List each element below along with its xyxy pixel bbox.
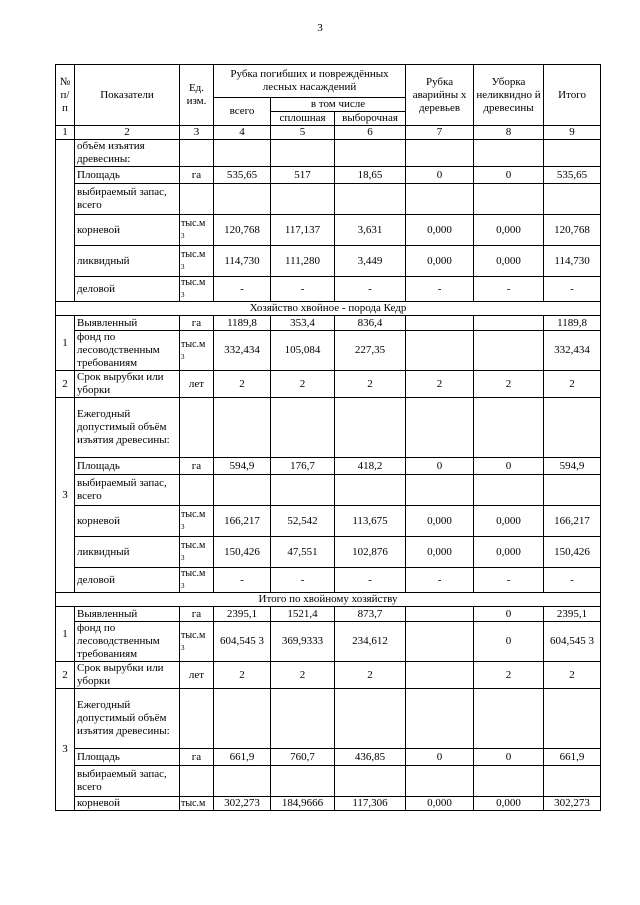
header-including: в том числе xyxy=(271,98,406,112)
row-unit: лет xyxy=(180,662,214,689)
cell-value xyxy=(335,398,406,458)
cell-value: 1189,8 xyxy=(544,316,601,331)
cell-value: - xyxy=(271,277,335,302)
cell-value xyxy=(271,140,335,167)
cell-value: 113,675 xyxy=(335,506,406,537)
table-row xyxy=(56,458,601,475)
table-row xyxy=(56,537,601,568)
cell-value: 0 xyxy=(474,458,544,475)
cell-value: 1521,4 xyxy=(271,607,335,622)
row-unit: лет xyxy=(180,371,214,398)
table-row xyxy=(56,215,601,246)
forest-cutting-table xyxy=(55,64,601,811)
cell-value: - xyxy=(474,568,544,593)
cell-value: 105,084 xyxy=(271,331,335,371)
col-number: 9 xyxy=(544,126,601,140)
row-unit xyxy=(180,277,214,302)
cell-value xyxy=(474,184,544,215)
cell-value xyxy=(335,689,406,749)
cell-value: 535,65 xyxy=(214,167,271,184)
row-num: 3 xyxy=(56,689,75,811)
row-unit xyxy=(180,766,214,797)
cell-value: 0 xyxy=(474,622,544,662)
row-label: ликвидный xyxy=(75,246,180,277)
col-number: 8 xyxy=(474,126,544,140)
col-number: 1 xyxy=(56,126,75,140)
row-unit xyxy=(180,398,214,458)
cell-value: 0,000 xyxy=(406,797,474,811)
cell-value: 114,730 xyxy=(214,246,271,277)
cell-value: - xyxy=(335,277,406,302)
cell-value: 120,768 xyxy=(214,215,271,246)
cell-value xyxy=(406,184,474,215)
page-number: 3 xyxy=(317,22,323,34)
cell-value: 594,9 xyxy=(544,458,601,475)
cell-value: 1189,8 xyxy=(214,316,271,331)
cell-value xyxy=(544,140,601,167)
unit-text: тыс.м xyxy=(181,218,206,229)
section-title-kedr: Хозяйство хвойное - порода Кедр xyxy=(56,302,601,316)
cell-value: 353,4 xyxy=(271,316,335,331)
unit-sub: 3 xyxy=(181,263,185,271)
row-label: фонд по лесоводственным требованиям xyxy=(75,622,180,662)
cell-value xyxy=(335,140,406,167)
table-row xyxy=(56,689,601,749)
cell-value: - xyxy=(406,568,474,593)
cell-value: - xyxy=(335,568,406,593)
row-label: корневой xyxy=(75,215,180,246)
row-num xyxy=(56,140,75,302)
row-unit xyxy=(180,184,214,215)
cell-value: 760,7 xyxy=(271,749,335,766)
cell-value: 47,551 xyxy=(271,537,335,568)
table-row xyxy=(56,797,601,811)
cell-value: 234,612 xyxy=(335,622,406,662)
header-indicators: Показатели xyxy=(75,65,180,126)
row-label: выбираемый запас, всего xyxy=(75,184,180,215)
cell-value: 102,876 xyxy=(335,537,406,568)
cell-value xyxy=(271,398,335,458)
cell-value: 0,000 xyxy=(474,215,544,246)
cell-value: 117,306 xyxy=(335,797,406,811)
row-label: Срок вырубки или уборки xyxy=(75,371,180,398)
cell-value: 2 xyxy=(544,662,601,689)
cell-value xyxy=(406,331,474,371)
row-unit xyxy=(180,689,214,749)
unit-sub: 3 xyxy=(181,582,185,590)
cell-value: 0 xyxy=(474,749,544,766)
cell-value xyxy=(474,140,544,167)
cell-value xyxy=(406,475,474,506)
row-unit: га xyxy=(180,458,214,475)
col-number: 2 xyxy=(75,126,180,140)
cell-value xyxy=(214,766,271,797)
row-unit xyxy=(180,537,214,568)
cell-value xyxy=(474,475,544,506)
row-label: фонд по лесоводственным требованиям xyxy=(75,331,180,371)
cell-value: 176,7 xyxy=(271,458,335,475)
table-row xyxy=(56,506,601,537)
cell-value xyxy=(214,689,271,749)
cell-value: 418,2 xyxy=(335,458,406,475)
unit-text: тыс.м xyxy=(181,277,206,288)
unit-text: тыс.м xyxy=(181,540,206,551)
cell-value: 436,85 xyxy=(335,749,406,766)
row-unit: га xyxy=(180,316,214,331)
cell-value: 0,000 xyxy=(406,506,474,537)
cell-value: 2395,1 xyxy=(544,607,601,622)
cell-value: - xyxy=(214,277,271,302)
cell-value: 0 xyxy=(474,607,544,622)
cell-value xyxy=(474,766,544,797)
cell-value: 0,000 xyxy=(406,537,474,568)
cell-value xyxy=(406,766,474,797)
cell-value: 369,9333 xyxy=(271,622,335,662)
row-unit xyxy=(180,506,214,537)
cell-value: 114,730 xyxy=(544,246,601,277)
header-clear: сплошная xyxy=(271,112,335,126)
cell-value: 52,542 xyxy=(271,506,335,537)
cell-value: 535,65 xyxy=(544,167,601,184)
row-label: объём изъятия древесины: xyxy=(75,140,180,167)
cell-value: 2 xyxy=(474,371,544,398)
cell-value xyxy=(335,766,406,797)
row-label: выбираемый запас, всего xyxy=(75,766,180,797)
cell-value xyxy=(406,689,474,749)
col-number: 4 xyxy=(214,126,271,140)
row-label: Выявленный xyxy=(75,607,180,622)
row-unit: га xyxy=(180,749,214,766)
row-label: деловой xyxy=(75,277,180,302)
cell-value xyxy=(214,184,271,215)
cell-value: - xyxy=(544,277,601,302)
cell-value: 0 xyxy=(406,749,474,766)
section-title-total: Итого по хвойному хозяйству xyxy=(56,593,601,607)
unit-sub: 3 xyxy=(181,352,185,361)
cell-value: 227,35 xyxy=(335,331,406,371)
cell-value: - xyxy=(406,277,474,302)
cell-value: 2 xyxy=(214,662,271,689)
table-row xyxy=(56,184,601,215)
cell-value: 873,7 xyxy=(335,607,406,622)
col-number: 5 xyxy=(271,126,335,140)
unit-text: тыс.м xyxy=(181,568,206,579)
row-num: 1 xyxy=(56,316,75,371)
cell-value xyxy=(406,607,474,622)
row-label: выбираемый запас, всего xyxy=(75,475,180,506)
cell-value: - xyxy=(271,568,335,593)
cell-value xyxy=(406,662,474,689)
row-num: 3 xyxy=(56,398,75,593)
row-label: Срок вырубки или уборки xyxy=(75,662,180,689)
row-label: Площадь xyxy=(75,458,180,475)
row-unit xyxy=(180,475,214,506)
cell-value: 302,273 xyxy=(544,797,601,811)
row-num: 2 xyxy=(56,371,75,398)
row-unit xyxy=(180,246,214,277)
header-unit: Ед. изм. xyxy=(180,65,214,126)
cell-value: 2 xyxy=(406,371,474,398)
cell-value xyxy=(335,184,406,215)
unit-sub: 3 xyxy=(181,523,185,531)
cell-value: 332,434 xyxy=(544,331,601,371)
table-row xyxy=(56,749,601,766)
cell-value xyxy=(544,475,601,506)
unit-sub: 3 xyxy=(181,291,185,299)
cell-value: 0,000 xyxy=(474,797,544,811)
row-unit: га xyxy=(180,167,214,184)
cell-value xyxy=(406,622,474,662)
cell-value xyxy=(214,475,271,506)
unit-text: тыс.м xyxy=(181,629,206,641)
header-illiquid: Уборка неликвидно й древесины xyxy=(474,65,544,126)
cell-value xyxy=(406,398,474,458)
cell-value: 604,545 3 xyxy=(544,622,601,662)
cell-value: - xyxy=(214,568,271,593)
col-number: 6 xyxy=(335,126,406,140)
unit-text: тыс.м xyxy=(181,338,206,350)
cell-value: 2 xyxy=(335,371,406,398)
cell-value xyxy=(406,140,474,167)
cell-value xyxy=(271,689,335,749)
row-num: 2 xyxy=(56,662,75,689)
cell-value xyxy=(474,398,544,458)
cell-value: 332,434 xyxy=(214,331,271,371)
cell-value xyxy=(271,184,335,215)
cell-value: 18,65 xyxy=(335,167,406,184)
cell-value: 2 xyxy=(335,662,406,689)
row-unit xyxy=(180,140,214,167)
col-number: 3 xyxy=(180,126,214,140)
cell-value: 0,000 xyxy=(406,215,474,246)
cell-value xyxy=(271,475,335,506)
cell-value: 166,217 xyxy=(214,506,271,537)
cell-value: 836,4 xyxy=(335,316,406,331)
row-unit xyxy=(180,331,214,371)
cell-value: 150,426 xyxy=(544,537,601,568)
row-num: 1 xyxy=(56,607,75,662)
row-unit xyxy=(180,215,214,246)
cell-value: 2 xyxy=(214,371,271,398)
header-total: всего xyxy=(214,98,271,126)
cell-value: 2 xyxy=(474,662,544,689)
cell-value: 111,280 xyxy=(271,246,335,277)
cell-value: 2 xyxy=(544,371,601,398)
cell-value: 517 xyxy=(271,167,335,184)
unit-text: тыс.м xyxy=(181,509,206,520)
cell-value: 0,000 xyxy=(474,537,544,568)
cell-value xyxy=(406,316,474,331)
cell-value xyxy=(474,331,544,371)
header-cutting-group: Рубка погибших и повреждённых лесных насаждений xyxy=(214,65,406,98)
row-unit xyxy=(180,568,214,593)
cell-value: 594,9 xyxy=(214,458,271,475)
row-label: Площадь xyxy=(75,167,180,184)
cell-value: 0,000 xyxy=(474,246,544,277)
table-row xyxy=(56,140,601,167)
row-label: Ежегодный допустимый объём изъятия древесины: xyxy=(75,689,180,749)
table-row xyxy=(56,398,601,458)
cell-value xyxy=(214,398,271,458)
table-row xyxy=(56,475,601,506)
cell-value xyxy=(544,398,601,458)
header-selective: выборочная xyxy=(335,112,406,126)
cell-value: 120,768 xyxy=(544,215,601,246)
cell-value xyxy=(544,766,601,797)
cell-value xyxy=(214,140,271,167)
unit-sub: 3 xyxy=(181,554,185,562)
table-row xyxy=(56,167,601,184)
cell-value xyxy=(544,184,601,215)
unit-text: тыс.м xyxy=(181,249,206,260)
cell-value: 0 xyxy=(474,167,544,184)
cell-value: 150,426 xyxy=(214,537,271,568)
col-number: 7 xyxy=(406,126,474,140)
cell-value xyxy=(544,689,601,749)
cell-value xyxy=(335,475,406,506)
table-row xyxy=(56,568,601,593)
cell-value: - xyxy=(544,568,601,593)
unit-sub: 3 xyxy=(181,643,185,652)
row-label: Ежегодный допустимый объём изъятия древесины: xyxy=(75,398,180,458)
cell-value: - xyxy=(474,277,544,302)
cell-value: 302,273 xyxy=(214,797,271,811)
row-label: деловой xyxy=(75,568,180,593)
cell-value: 184,9666 xyxy=(271,797,335,811)
row-unit xyxy=(180,622,214,662)
row-label: корневой xyxy=(75,506,180,537)
header-num: № п/п xyxy=(56,65,75,126)
cell-value: 166,217 xyxy=(544,506,601,537)
header-itogo: Итого xyxy=(544,65,601,126)
cell-value: 2395,1 xyxy=(214,607,271,622)
table-row xyxy=(56,766,601,797)
cell-value: 0 xyxy=(406,167,474,184)
cell-value: 2 xyxy=(271,371,335,398)
header-emergency: Рубка аварийны х деревьев xyxy=(406,65,474,126)
cell-value: 117,137 xyxy=(271,215,335,246)
cell-value: 3,631 xyxy=(335,215,406,246)
cell-value: 661,9 xyxy=(544,749,601,766)
row-label: ликвидный xyxy=(75,537,180,568)
table-row xyxy=(56,246,601,277)
cell-value: 0 xyxy=(406,458,474,475)
row-unit: тыс.м xyxy=(180,797,214,811)
cell-value: 604,545 3 xyxy=(214,622,271,662)
cell-value xyxy=(474,689,544,749)
cell-value: 3,449 xyxy=(335,246,406,277)
cell-value xyxy=(474,316,544,331)
cell-value: 0,000 xyxy=(474,506,544,537)
unit-sub: 3 xyxy=(181,232,185,240)
row-label: корневой xyxy=(75,797,180,811)
cell-value: 2 xyxy=(271,662,335,689)
cell-value xyxy=(271,766,335,797)
table-row xyxy=(56,277,601,302)
cell-value: 661,9 xyxy=(214,749,271,766)
cell-value: 0,000 xyxy=(406,246,474,277)
row-label: Площадь xyxy=(75,749,180,766)
row-unit: га xyxy=(180,607,214,622)
row-label: Выявленный xyxy=(75,316,180,331)
